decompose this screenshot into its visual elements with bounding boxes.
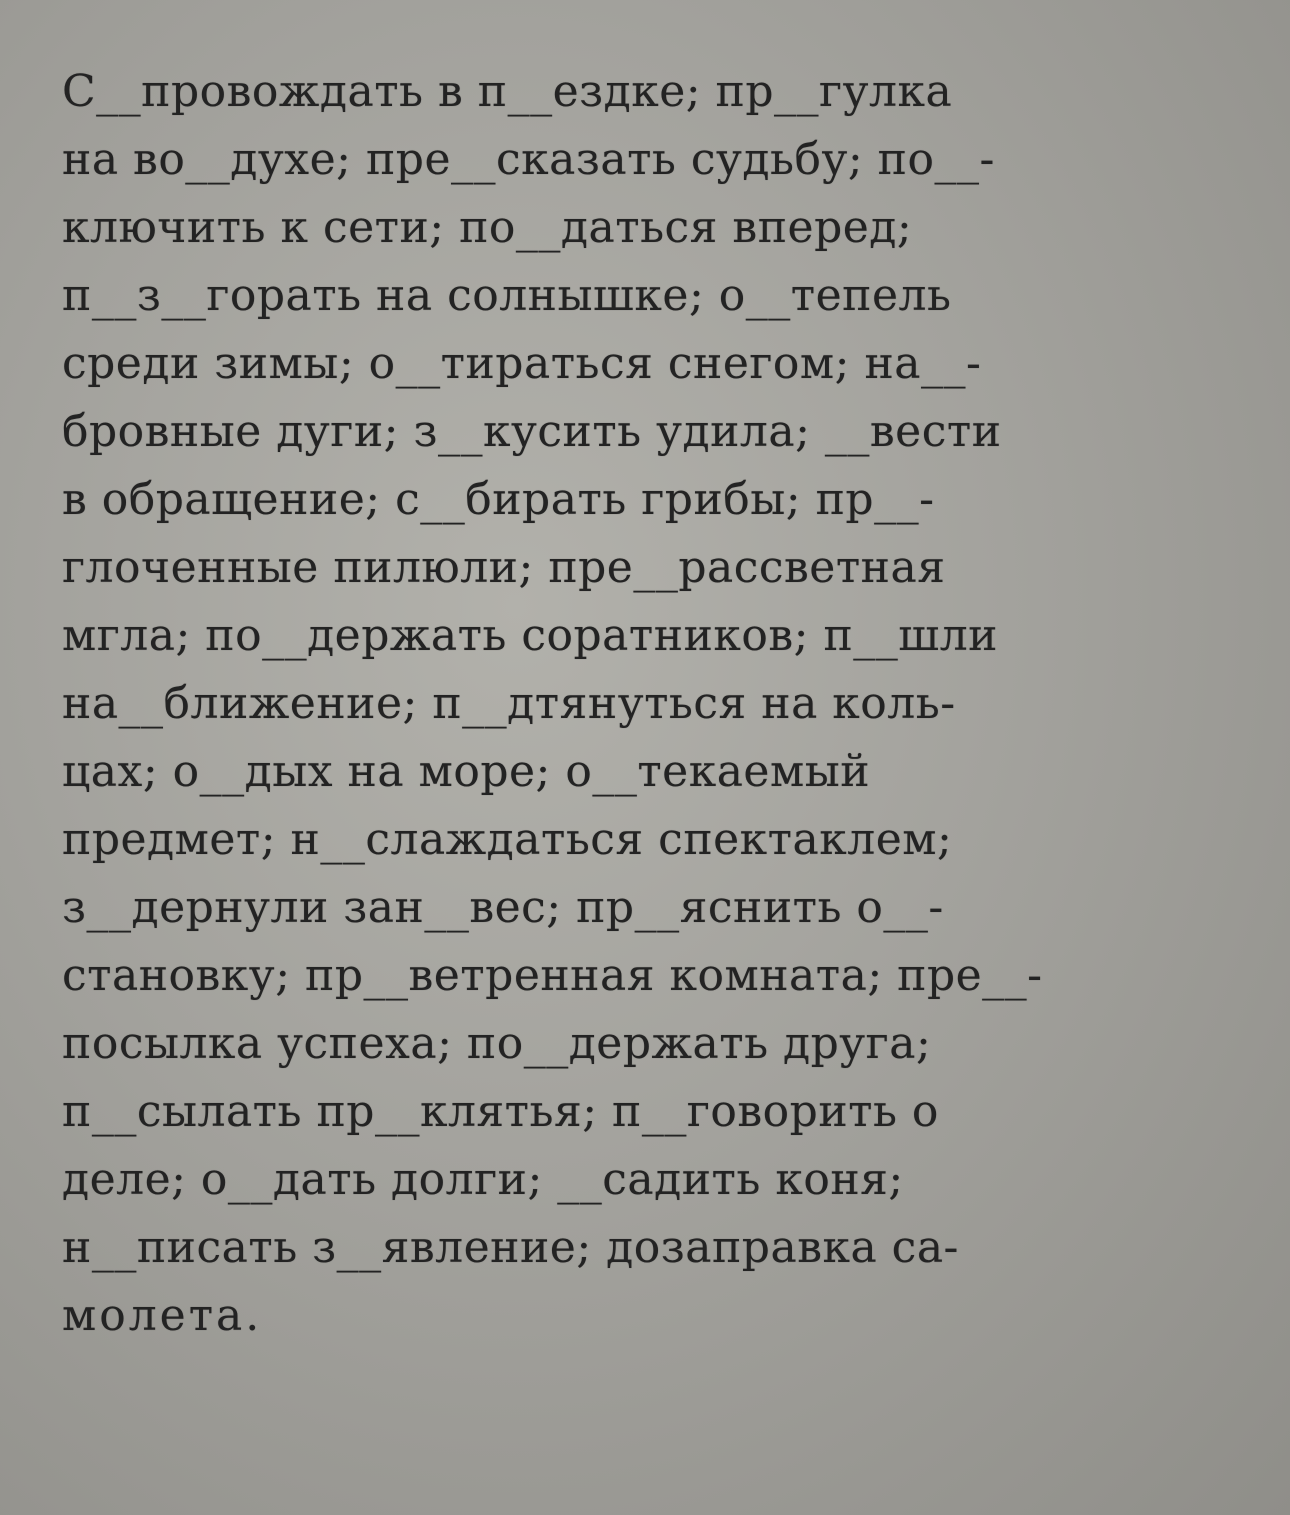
text-line-12: предмет; н__слаждаться спектаклем; (62, 814, 953, 865)
text-line-16: п__сылать пр__клятья; п__говорить о (62, 1086, 939, 1137)
text-line-6: бровные дуги; з__кусить удила; __вести (62, 406, 1002, 457)
text-line-10: на__ближение; п__дтянуться на коль- (62, 678, 956, 729)
text-line-9: мгла; по__держать соратников; п__шли (62, 610, 998, 661)
text-line-3: ключить к сети; по__даться вперед; (62, 202, 913, 253)
text-line-5: среди зимы; о__тираться снегом; на__- (62, 338, 982, 389)
text-line-4: п__з__горать на солнышке; о__тепель (62, 270, 952, 321)
text-line-2: на во__духе; пре__сказать судьбу; по__- (62, 134, 995, 185)
text-line-14: становку; пр__ветренная комната; пре__- (62, 950, 1043, 1001)
text-line-13: з__дернули зан__вес; пр__яснить о__- (62, 882, 944, 933)
text-line-15: посылка успеха; по__держать друга; (62, 1018, 932, 1069)
text-line-1: С__провождать в п__ездке; пр__гулка (62, 66, 953, 117)
text-line-7: в обращение; с__бирать грибы; пр__- (62, 474, 935, 525)
text-line-8: глоченные пилюли; пре__рассветная (62, 542, 946, 593)
text-line-19: молета. (62, 1290, 263, 1341)
exercise-text (62, 58, 1257, 1350)
text-line-18: н__писать з__явление; дозаправка са- (62, 1222, 959, 1273)
text-line-11: цах; о__дых на море; о__текаемый (62, 746, 871, 797)
text-line-17: деле; о__дать долги; __садить коня; (62, 1154, 904, 1205)
